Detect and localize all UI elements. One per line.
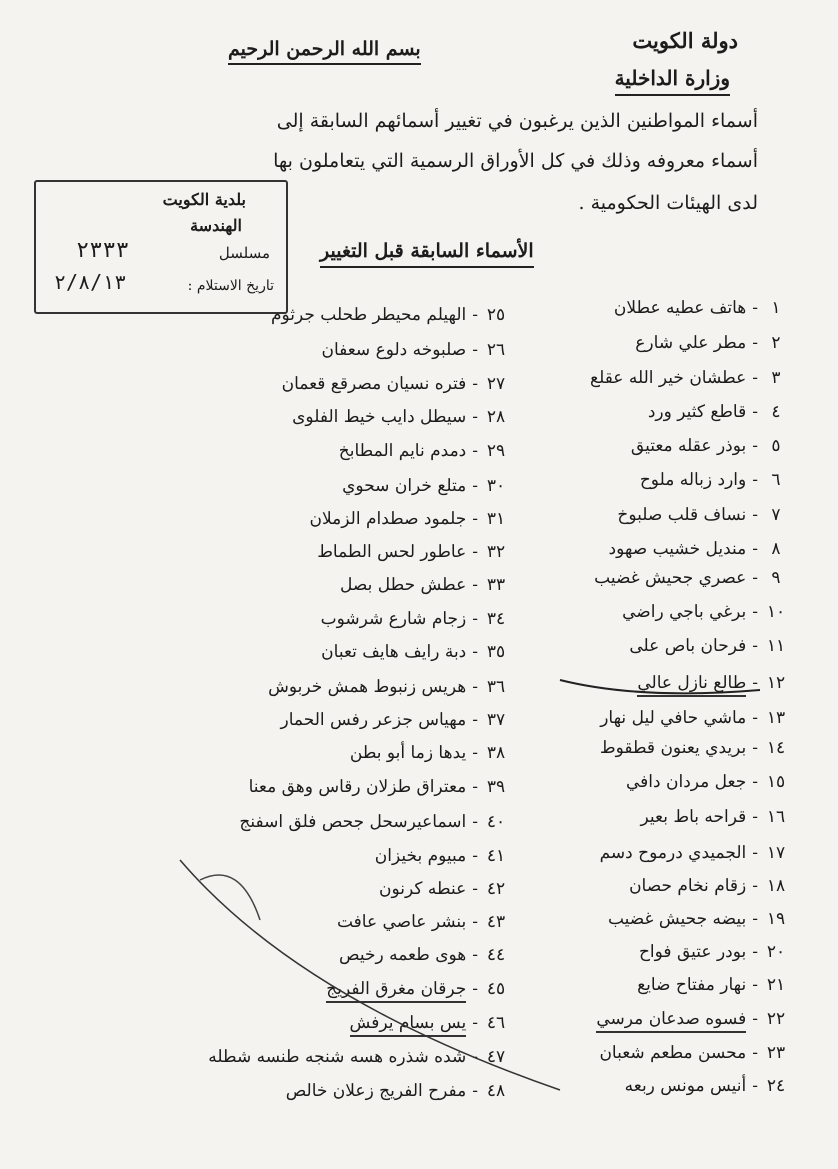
list-item: ٤٨-مفرح الفريج زعلان خالص xyxy=(285,1081,506,1101)
intro-line-3: لدى الهيئات الحكومية . xyxy=(578,192,758,214)
list-item: ٥-بوذر عقله معتيق xyxy=(630,436,781,456)
list-item: ٤-قاطع كثير ورد xyxy=(647,402,781,422)
list-item: ٧-نساف قلب صلبوخ xyxy=(617,505,781,525)
stamp-date: ٢/٨/١٣ xyxy=(54,270,127,294)
basmala: بسم الله الرحمن الرحيم xyxy=(228,38,421,65)
list-item: ٢٠-بودر عتيق فواح xyxy=(638,942,786,962)
list-item: ١-هاتف عطيه عطلان xyxy=(613,298,781,318)
list-item: ١٥-جعل مردان دافي xyxy=(626,772,786,792)
list-item: ٣٥-دبة رايف هايف تعبان xyxy=(321,642,506,662)
list-item: ٢٥-الهيلم محيطر طحلب جرثوم xyxy=(270,305,506,325)
list-item: ٢٣-محسن مطعم شعبان xyxy=(599,1043,786,1063)
list-item: ٤٠-اسماعيرسحل جحص فلق اسفنج xyxy=(239,812,506,832)
list-item: ٤٧-شده شذره هسه شنجه طنسه شطله xyxy=(208,1047,506,1067)
list-heading: الأسماء السابقة قبل التغيير xyxy=(320,240,534,268)
list-item: ٣٦-هريس زنبوط همش خربوش xyxy=(268,677,506,697)
list-item: ٦-وارد زباله ملوح xyxy=(639,470,781,490)
intro-line-1: أسماء المواطنين الذين يرغبون في تغيير أسمائهم السابقة إلى xyxy=(276,110,758,132)
list-item: ٢٩-دمدم نايم المطابخ xyxy=(338,441,506,461)
list-item: ٣٨-يدها زما أبو بطن xyxy=(349,743,506,763)
list-item: ١٨-زقام نخام حصان xyxy=(629,876,786,896)
list-item: ٢٦-صلبوخه دلوع سعفان xyxy=(321,340,506,360)
list-item: ٤٥-جرقان مغرق الفريج xyxy=(326,979,508,999)
state-name: دولة الكويت xyxy=(632,28,738,53)
list-item: ١٣-ماشي حافي ليل نهار xyxy=(600,708,786,728)
list-item: ٩-عصري جحيش غضيب xyxy=(594,568,781,588)
list-item: ٤٢-عنطه كرنون xyxy=(379,879,506,899)
list-item: ٣٣-عطش حطل بصل xyxy=(340,575,506,595)
list-item: ٣٠-متلع خران سحوي xyxy=(342,476,506,496)
list-item: ٢١-نهار مفتاح ضايع xyxy=(637,975,786,995)
list-item: ٣١-جلمود صطدام الزملان xyxy=(309,509,506,529)
intro-line-2: أسماء معروفه وذلك في كل الأوراق الرسمية التي يتعاملون بها xyxy=(273,150,758,172)
list-item: ١٩-بيضه جحيش غضيب xyxy=(607,909,786,929)
stamp-line-2: الهندسة xyxy=(190,216,242,235)
list-item: ٤١-مبيوم بخيزان xyxy=(374,846,506,866)
list-item: ٢٨-سيطل دايب خيط الفلوى xyxy=(292,407,506,427)
list-item: ٣٧-مهياس جزعر رفس الحمار xyxy=(280,710,506,730)
list-item: ١٢-طالع نازل عالي xyxy=(637,673,788,693)
list-item: ٣٩-معتراق طزلان رقاس وهق معنا xyxy=(248,777,506,797)
list-item: ٢-مطر علي شارع xyxy=(635,333,781,353)
list-item: ٤٤-هوى طعمه رخيص xyxy=(339,945,506,965)
list-item: ٢٧-فتره نسيان مصرقع قعمان xyxy=(281,374,506,394)
ministry-name: وزارة الداخلية xyxy=(615,66,730,96)
stamp-line-1: بلدية الكويت xyxy=(162,190,246,209)
stamp-serial-number: ٢٣٣٣ xyxy=(76,238,129,263)
stamp-serial-label: مسلسل xyxy=(218,244,270,262)
list-item: ٣-عطشان خير الله عقلع xyxy=(590,368,781,388)
list-item: ١٦-قراحه باط بعير xyxy=(640,807,786,827)
list-item: ٤٦-يس بسام يرفش xyxy=(350,1013,508,1033)
list-item: ٨-منديل خشيب صهود xyxy=(608,539,781,559)
list-item: ٢٢-فسوه صدعان مرسي xyxy=(596,1009,788,1029)
list-item: ١٠-برغي باجي راضي xyxy=(622,602,786,622)
list-item: ١٧-الجميدي درموح دسم xyxy=(599,843,786,863)
list-item: ١٤-بريدي يعنون قطقوط xyxy=(599,738,786,758)
stamp-date-label: تاريخ الاستلام : xyxy=(187,278,274,294)
list-item: ٤٣-بنشر عاصي عافت xyxy=(336,912,506,932)
list-item: ١١-فرحان باص على xyxy=(629,636,786,656)
list-item: ٣٢-عاطور لحس الطماط xyxy=(317,542,506,562)
list-item: ٣٤-زجام شارع شرشوب xyxy=(320,609,506,629)
list-item: ٢٤-أنيس مونس ربعه xyxy=(624,1076,786,1096)
